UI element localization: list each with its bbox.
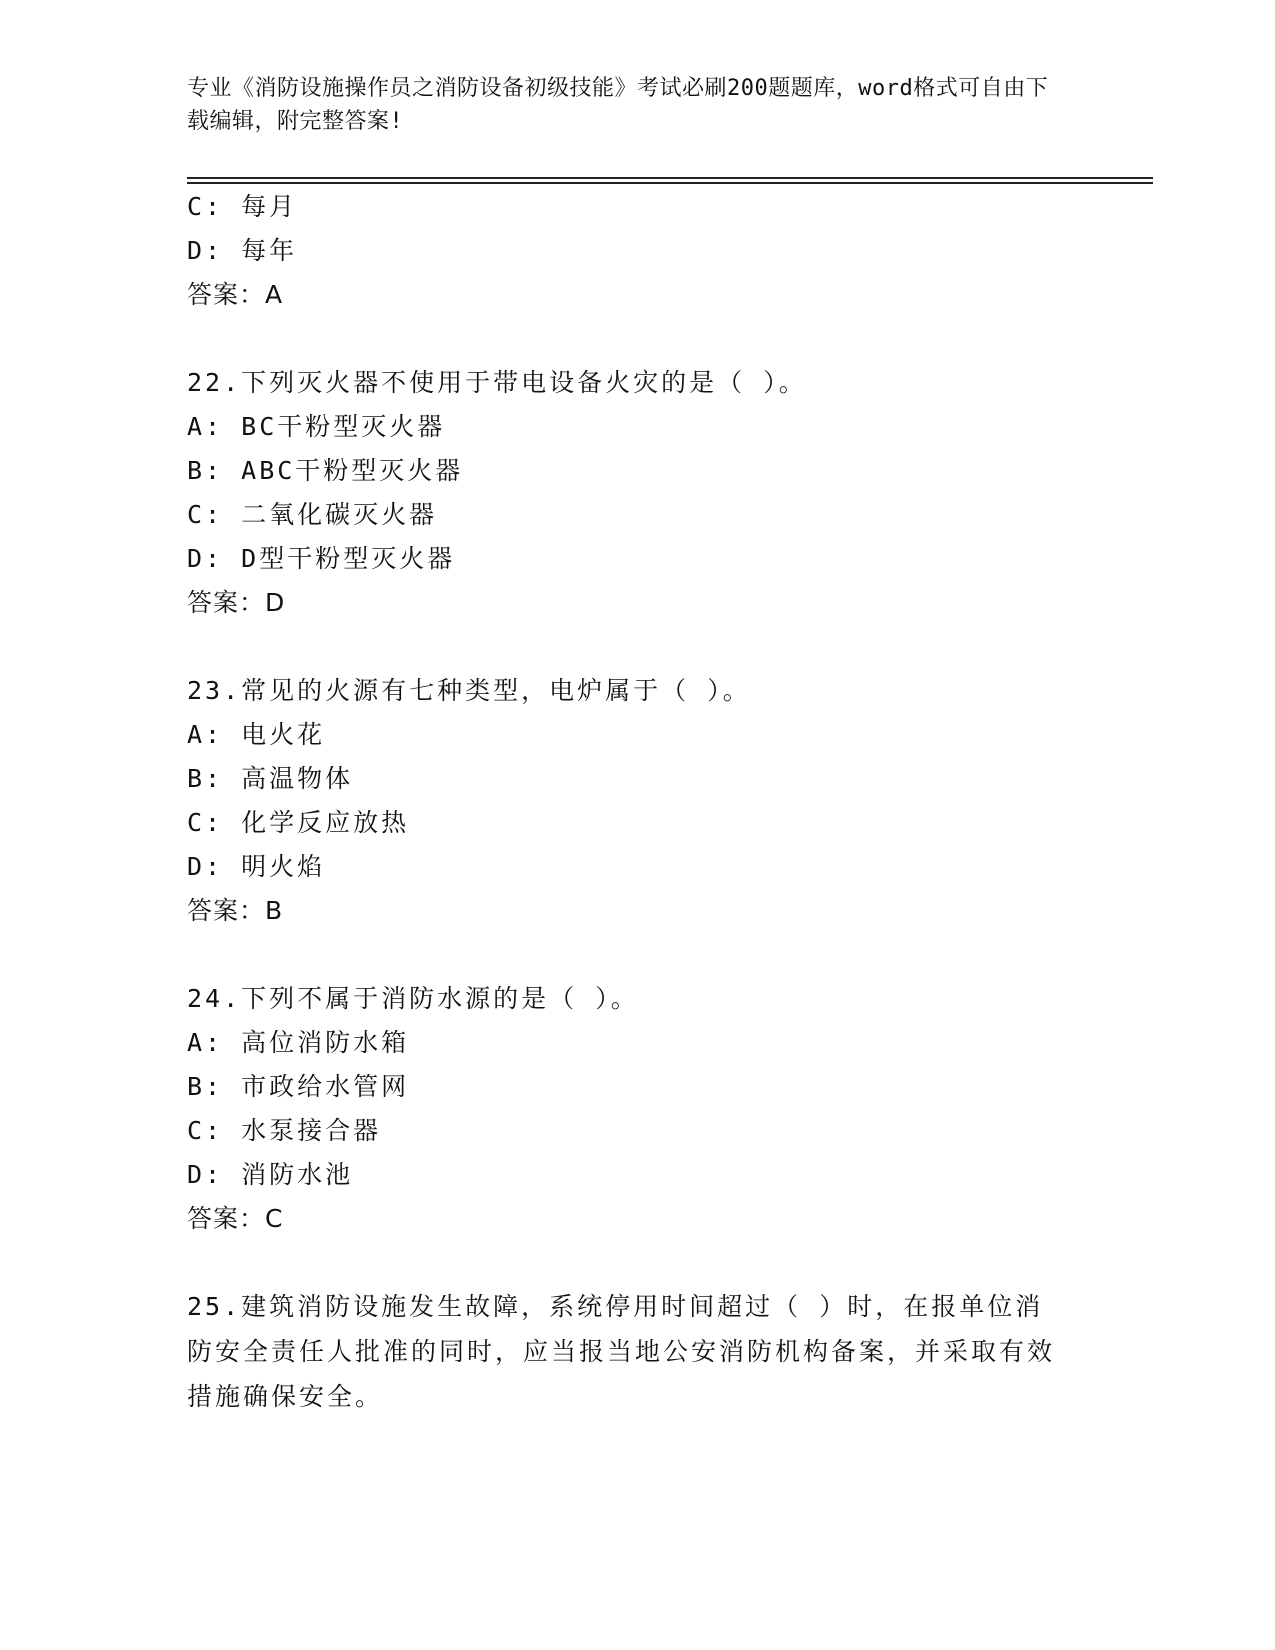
q23-option-d: D: 明火焰	[187, 852, 326, 881]
q24-option-d: D: 消防水池	[187, 1160, 354, 1189]
q21-option-c: C: 每月	[187, 192, 298, 221]
q23-option-c: C: 化学反应放热	[187, 808, 410, 837]
q23-stem: 23.常见的火源有七种类型，电炉属于（ ）。	[187, 676, 751, 705]
q24-option-a: A: 高位消防水箱	[187, 1028, 410, 1057]
q21-answer: 答案：A	[187, 280, 284, 309]
q23-option-b: B: 高温物体	[187, 764, 354, 793]
q22-option-d: D: D型干粉型灭火器	[187, 544, 456, 573]
q22-stem: 22.下列灭火器不使用于带电设备火灾的是（ ）。	[187, 368, 807, 397]
q22-answer: 答案：D	[187, 588, 286, 617]
header-divider-top	[187, 177, 1153, 179]
document-header: 专业《消防设施操作员之消防设备初级技能》考试必刷200题题库，word格式可自由下载编辑，附完整答案!	[187, 76, 1049, 134]
q25-stem: 25.建筑消防设施发生故障，系统停用时间超过（ ）时，在报单位消防安全责任人批准的同时，应当报当地公安消防机构备案，并采取有效措施确保安全。	[187, 1292, 1056, 1411]
q22-option-a: A: BC干粉型灭火器	[187, 412, 446, 441]
q23-option-a: A: 电火花	[187, 720, 326, 749]
q21-option-d: D: 每年	[187, 236, 298, 265]
q24-stem: 24.下列不属于消防水源的是（ ）。	[187, 984, 639, 1013]
q24-answer: 答案：C	[187, 1204, 284, 1233]
q22-option-c: C: 二氧化碳灭火器	[187, 500, 438, 529]
header-divider-bottom	[187, 182, 1153, 184]
q23-answer: 答案：B	[187, 896, 284, 925]
q22-option-b: B: ABC干粉型灭火器	[187, 456, 464, 485]
q24-option-b: B: 市政给水管网	[187, 1072, 410, 1101]
q24-option-c: C: 水泵接合器	[187, 1116, 382, 1145]
